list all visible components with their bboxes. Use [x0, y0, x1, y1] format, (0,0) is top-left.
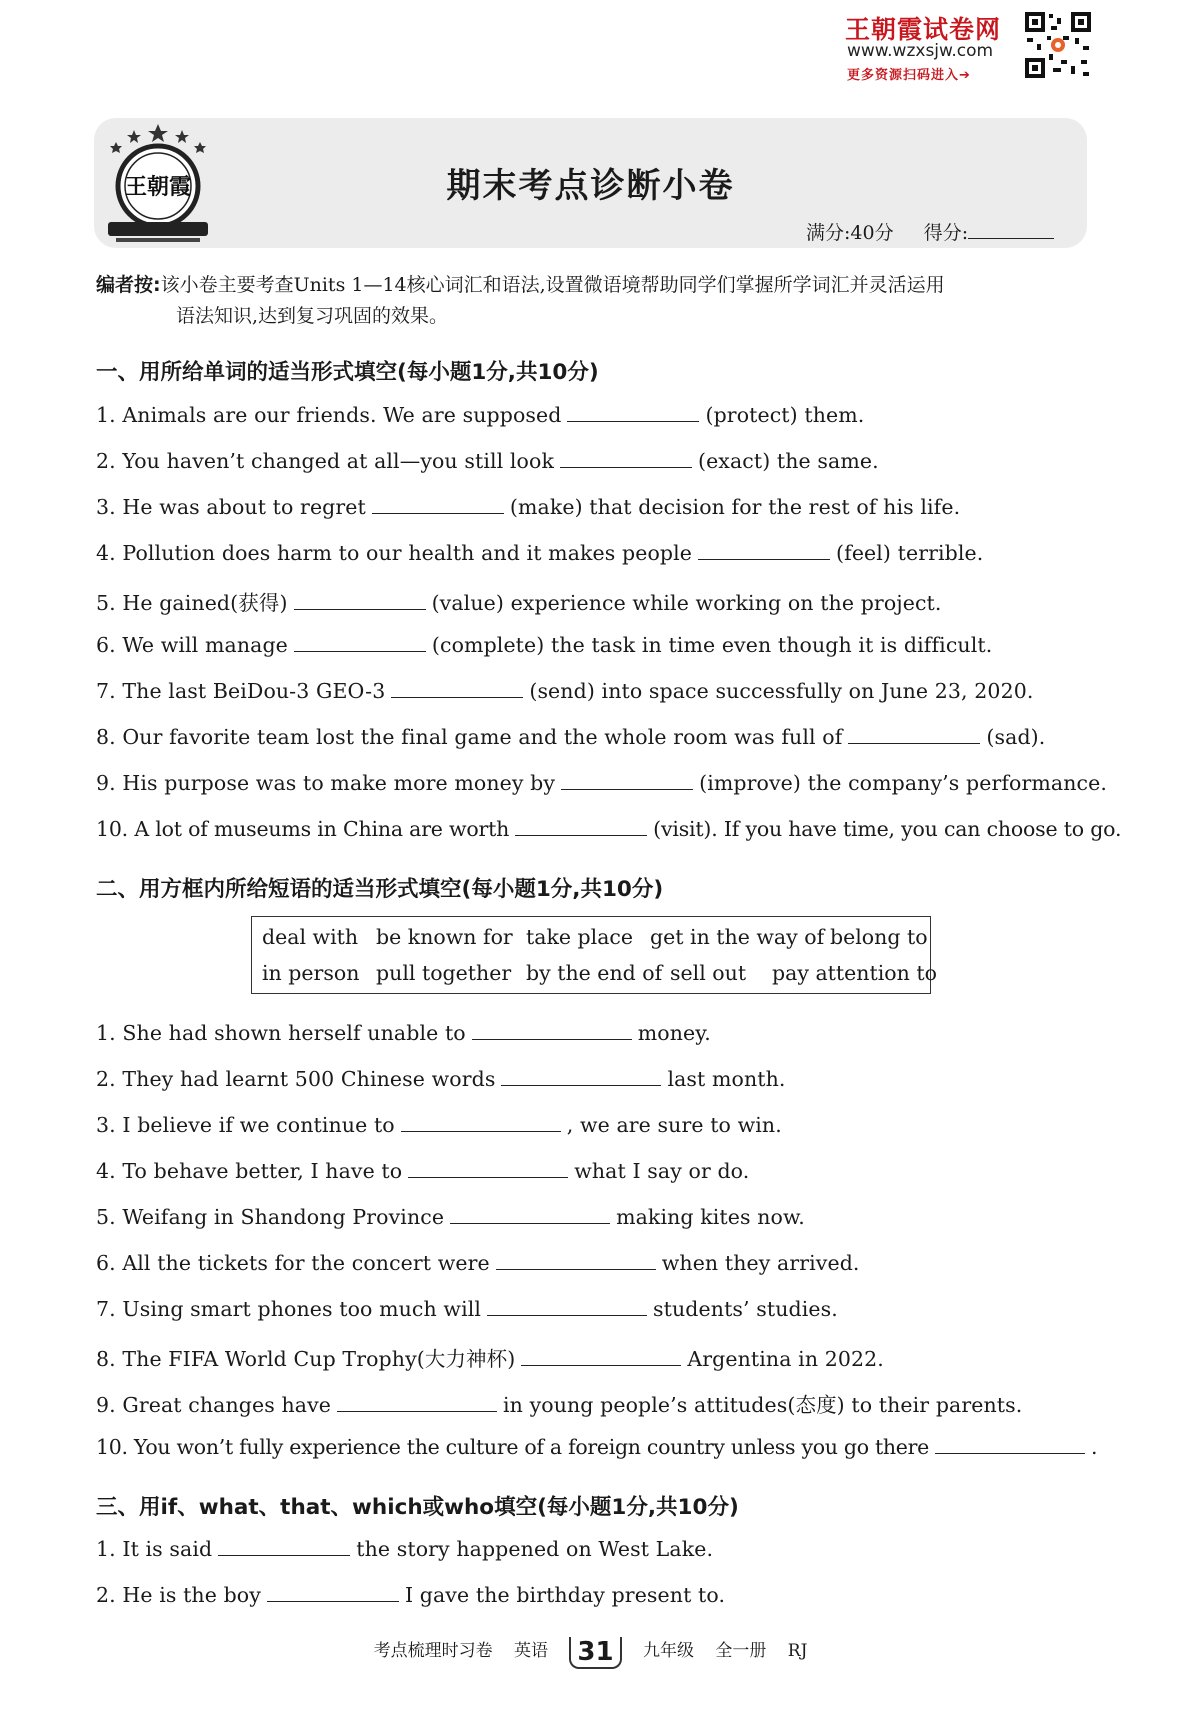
brand-tagline: 更多资源扫码进入➔ [847, 68, 971, 83]
answer-blank[interactable] [408, 1158, 568, 1178]
brand-url[interactable]: www.wzxsjw.com [847, 41, 994, 61]
phrase: sell out [670, 961, 747, 985]
s2-question: 9. Great changes have in young people’s attitudes(态度) to their parents. [96, 1393, 1023, 1417]
s1-question: 10. A lot of museums in China are worth (visit). If you have time, you can choose to go. [96, 817, 1122, 841]
score-label: 得分: [923, 222, 969, 244]
phrase: in person [262, 961, 360, 985]
s2-question: 6. All the tickets for the concert were when they arrived. [96, 1251, 860, 1275]
s1-question: 6. We will manage (complete) the task in time even though it is difficult. [96, 633, 993, 657]
page-title: 期末考点诊断小卷 [446, 166, 735, 206]
logo-text: 王朝霞 [124, 174, 192, 200]
page-number: 31 [569, 1637, 621, 1669]
s1-question: 4. Pollution does harm to our health and it makes people (feel) terrible. [96, 541, 984, 565]
answer-blank[interactable] [391, 678, 523, 698]
phrase: belong to [830, 925, 928, 949]
answer-blank[interactable] [372, 494, 504, 514]
brand-name: 王朝霞试卷网 [845, 15, 1002, 44]
s1-question: 5. He gained(获得) (value) experience while working on the project. [96, 591, 942, 615]
page-footer [0, 1636, 1181, 1669]
s3-question: 1. It is said the story happened on West Lake. [96, 1537, 714, 1561]
section3-heading: 三、用if、what、that、which或who填空(每小题1分,共10分) [96, 1495, 739, 1520]
section1-heading: 一、用所给单词的适当形式填空(每小题1分,共10分) [96, 360, 599, 385]
s1-question: 2. You haven’t changed at all—you still look (exact) the same. [96, 449, 879, 473]
answer-blank[interactable] [848, 724, 980, 744]
answer-blank[interactable] [521, 1346, 681, 1366]
answer-blank[interactable] [267, 1582, 399, 1602]
editor-note [96, 270, 1091, 332]
answer-blank[interactable] [294, 590, 426, 610]
full-score: 满分:40分 [806, 222, 894, 244]
answer-blank[interactable] [698, 540, 830, 560]
footer-grade: 九年级 [642, 1641, 694, 1661]
answer-blank[interactable] [560, 448, 692, 468]
score-blank[interactable] [968, 220, 1054, 239]
section2-heading: 二、用方框内所给短语的适当形式填空(每小题1分,共10分) [96, 877, 664, 902]
answer-blank[interactable] [496, 1250, 656, 1270]
answer-blank[interactable] [567, 402, 699, 422]
footer-edition: RJ [787, 1641, 808, 1661]
answer-blank[interactable] [294, 632, 426, 652]
answer-blank[interactable] [218, 1536, 350, 1556]
footer-subject: 英语 [513, 1641, 548, 1661]
s2-question: 2. They had learnt 500 Chinese words last month. [96, 1067, 786, 1091]
answer-blank[interactable] [401, 1112, 561, 1132]
answer-blank[interactable] [487, 1296, 647, 1316]
editor-note-label: 编者按: [96, 274, 161, 296]
score-line [806, 218, 1054, 245]
s1-question: 3. He was about to regret (make) that decision for the rest of his life. [96, 495, 961, 519]
answer-blank[interactable] [450, 1204, 610, 1224]
s1-question: 8. Our favorite team lost the final game and the whole room was full of (sad). [96, 725, 1046, 749]
s1-question: 1. Animals are our friends. We are supposed (protect) them. [96, 403, 865, 427]
phrase: deal with [262, 925, 359, 949]
s1-question: 9. His purpose was to make more money by (improve) the company’s performance. [96, 771, 1107, 795]
answer-blank[interactable] [515, 816, 647, 836]
s2-question: 10. You won’t fully experience the culture of a foreign country unless you go there . [96, 1435, 1098, 1459]
s2-question: 1. She had shown herself unable to money. [96, 1021, 711, 1045]
phrase: get in the way of [650, 925, 825, 949]
answer-blank[interactable] [561, 770, 693, 790]
footer-book: 考点梳理时习卷 [373, 1641, 493, 1661]
s2-question: 7. Using smart phones too much will students’ studies. [96, 1297, 838, 1321]
answer-blank[interactable] [935, 1434, 1085, 1454]
answer-blank[interactable] [472, 1020, 632, 1040]
s2-question: 5. Weifang in Shandong Province making kites now. [96, 1205, 805, 1229]
s2-question: 8. The FIFA World Cup Trophy(大力神杯) Argentina in 2022. [96, 1347, 884, 1371]
s2-question: 3. I believe if we continue to , we are sure to win. [96, 1113, 782, 1137]
phrase: by the end of [526, 961, 663, 985]
s1-question: 7. The last BeiDou-3 GEO-3 (send) into space successfully on June 23, 2020. [96, 679, 1034, 703]
phrase-box [251, 916, 937, 994]
s3-question: 2. He is the boy I gave the birthday present to. [96, 1583, 726, 1607]
phrase: pull together [376, 961, 512, 985]
footer-volume: 全一册 [715, 1641, 767, 1661]
phrase: be known for [376, 925, 513, 949]
editor-note-line1: 该小卷主要考查Units 1—14核心词汇和语法,设置微语境帮助同学们掌握所学词汇并灵活运用 [160, 274, 945, 296]
answer-blank[interactable] [337, 1392, 497, 1412]
qr-code-icon[interactable] [1023, 10, 1093, 80]
editor-note-line2: 语法知识,达到复习巩固的效果。 [176, 305, 449, 327]
phrase: pay attention to [772, 961, 937, 985]
answer-blank[interactable] [501, 1066, 661, 1086]
s2-question: 4. To behave better, I have to what I say or do. [96, 1159, 750, 1183]
phrase: take place [526, 925, 634, 949]
